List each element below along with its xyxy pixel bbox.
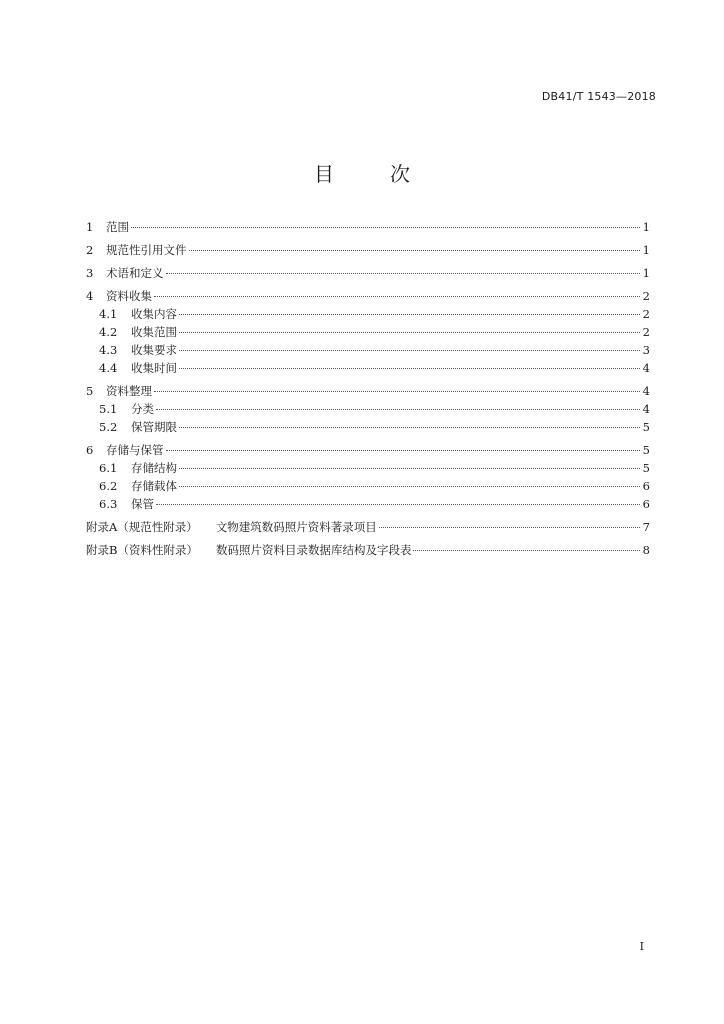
toc-entry-title: 保管期限 <box>131 420 177 434</box>
toc-title <box>0 158 724 187</box>
toc-dot-leader <box>179 332 640 333</box>
toc-entry-title: 存储载体 <box>131 479 177 493</box>
toc-entry-title: 存储与保管 <box>106 443 164 457</box>
toc-entry[interactable] <box>86 418 650 436</box>
toc-dot-leader <box>413 550 640 551</box>
table-of-contents <box>86 218 650 559</box>
toc-dot-leader <box>179 427 640 428</box>
toc-dot-leader <box>154 296 640 297</box>
toc-entry[interactable] <box>86 518 650 536</box>
toc-entry[interactable] <box>86 341 650 359</box>
toc-entry[interactable] <box>86 459 650 477</box>
toc-entry-page: 4 <box>642 361 650 375</box>
toc-dot-leader <box>179 350 640 351</box>
toc-entry-number: 6.2 <box>99 479 118 493</box>
toc-dot-leader <box>131 227 640 228</box>
toc-dot-leader <box>156 409 640 410</box>
toc-dot-leader <box>156 504 640 505</box>
toc-entry-page: 4 <box>642 402 650 416</box>
toc-dot-leader <box>166 273 641 274</box>
toc-entry-page: 7 <box>642 520 650 534</box>
toc-entry-title: 分类 <box>131 402 154 416</box>
toc-dot-leader <box>179 368 640 369</box>
toc-entry-page: 3 <box>642 343 650 357</box>
toc-entry-title: 范围 <box>106 220 129 234</box>
toc-entry-page: 5 <box>642 443 650 457</box>
toc-entry-number: 4.2 <box>99 325 118 339</box>
toc-entry[interactable] <box>86 541 650 559</box>
toc-entry[interactable] <box>86 218 650 236</box>
toc-entry-title: 存储结构 <box>131 461 177 475</box>
toc-entry[interactable] <box>86 323 650 341</box>
toc-dot-leader <box>154 391 640 392</box>
toc-title-char-2: 次 <box>390 162 410 186</box>
toc-entry-number: 5 <box>86 384 94 398</box>
toc-entry-page: 1 <box>642 266 650 280</box>
toc-entry-number: 5.1 <box>99 402 118 416</box>
toc-entry-title: 保管 <box>131 497 154 511</box>
toc-entry[interactable] <box>86 241 650 259</box>
toc-entry-page: 4 <box>642 384 650 398</box>
toc-entry-page: 8 <box>642 543 650 557</box>
toc-entry-page: 1 <box>642 220 650 234</box>
toc-entry-page: 6 <box>642 479 650 493</box>
toc-dot-leader <box>179 468 640 469</box>
toc-entry[interactable] <box>86 264 650 282</box>
toc-entry-title: 术语和定义 <box>106 266 164 280</box>
toc-dot-leader <box>379 527 640 528</box>
toc-entry-page: 2 <box>642 289 650 303</box>
toc-entry-page: 6 <box>642 497 650 511</box>
toc-entry-number: 附录A（规范性附录） <box>86 520 198 534</box>
toc-entry-number: 附录B（资料性附录） <box>86 543 198 557</box>
toc-entry[interactable] <box>86 477 650 495</box>
toc-entry-title: 收集范围 <box>131 325 177 339</box>
toc-entry-number: 4 <box>86 289 94 303</box>
toc-entry-title: 数码照片资料目录数据库结构及字段表 <box>215 543 412 557</box>
toc-entry-title: 资料整理 <box>106 384 152 398</box>
toc-title-char-1: 目 <box>314 162 334 186</box>
toc-dot-leader <box>166 450 641 451</box>
toc-entry-page: 1 <box>642 243 650 257</box>
toc-entry[interactable] <box>86 400 650 418</box>
toc-entry-number: 5.2 <box>99 420 118 434</box>
toc-entry-title: 文物建筑数码照片资料著录项目 <box>215 520 377 534</box>
toc-entry-title: 资料收集 <box>106 289 152 303</box>
document-code: DB41/T 1543—2018 <box>541 90 656 103</box>
toc-entry-page: 2 <box>642 307 650 321</box>
toc-entry-number: 3 <box>86 266 94 280</box>
toc-entry[interactable] <box>86 382 650 400</box>
toc-dot-leader <box>189 250 641 251</box>
footer-page-number: I <box>639 940 644 953</box>
toc-dot-leader <box>179 314 640 315</box>
toc-entry[interactable] <box>86 359 650 377</box>
toc-entry-number: 1 <box>86 220 94 234</box>
toc-entry-page: 5 <box>642 420 650 434</box>
toc-entry-page: 2 <box>642 325 650 339</box>
toc-entry[interactable] <box>86 441 650 459</box>
toc-entry-number: 4.4 <box>99 361 118 375</box>
toc-entry-title: 规范性引用文件 <box>106 243 187 257</box>
toc-entry-page: 5 <box>642 461 650 475</box>
toc-entry-title: 收集内容 <box>131 307 177 321</box>
toc-entry[interactable] <box>86 305 650 323</box>
toc-entry[interactable] <box>86 287 650 305</box>
toc-dot-leader <box>179 486 640 487</box>
toc-entry-number: 6 <box>86 443 94 457</box>
toc-entry-number: 6.3 <box>99 497 118 511</box>
toc-entry-number: 4.3 <box>99 343 118 357</box>
toc-entry-title: 收集时间 <box>131 361 177 375</box>
toc-entry-title: 收集要求 <box>131 343 177 357</box>
toc-entry-number: 2 <box>86 243 94 257</box>
toc-entry[interactable] <box>86 495 650 513</box>
toc-entry-number: 4.1 <box>99 307 118 321</box>
toc-entry-number: 6.1 <box>99 461 118 475</box>
